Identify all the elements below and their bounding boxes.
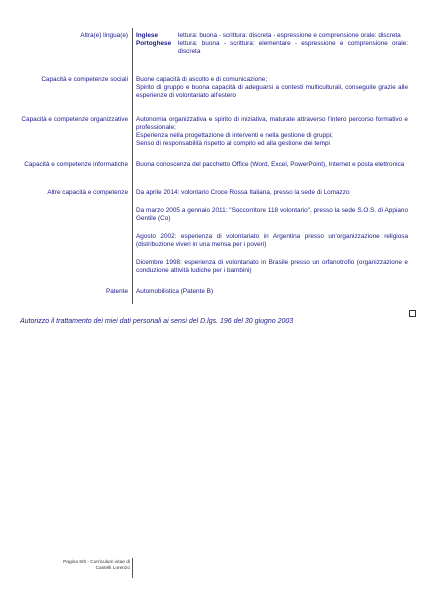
text-line: Spirito di gruppo e buona capacità di adeguarsi a contesti multiculturali, conseguite grazie alle esperienze di volontariato all'estero	[136, 84, 408, 99]
language-item	[136, 32, 408, 40]
other-paragraph: Da aprile 2014: volontario Croce Rossa Italiana, presso la sede di Lomazzo	[136, 189, 350, 196]
text-line: Buone capacità di ascolto e di comunicazione;	[136, 76, 268, 83]
languages-list	[136, 32, 408, 56]
computer-label: Capacità e competenze informatiche	[24, 161, 128, 168]
license-label: Patente	[105, 288, 128, 295]
social-label: Capacità e competenze sociali	[41, 76, 128, 83]
other-label: Altre capacità e competenze	[47, 189, 128, 196]
other-paragraph: Agosto 2002: esperienza di volontariato in Argentina presso un'organizzazione religiosa (distribuzione viveri in una mensa per i poveri)	[136, 233, 408, 248]
social-text	[136, 76, 408, 100]
languages-label: Altra(e) lingua(e)	[80, 32, 128, 39]
language-name: Portoghese	[136, 40, 172, 47]
computer-text	[136, 161, 408, 169]
text-line: Esperienza nella progettazione di interventi e nella gestione di gruppi;	[136, 132, 333, 139]
language-name: Inglese	[136, 32, 159, 39]
footer-line: Castelli Lorenzo	[95, 566, 130, 571]
checkbox-square	[409, 310, 416, 317]
text-line: Autonomia organizzativa e spirito di iniziativa, maturate attraverso l'intero percorso formativo e professionale;	[136, 116, 408, 131]
other-text	[136, 189, 408, 275]
column-divider	[132, 28, 133, 304]
organizational-text	[136, 116, 408, 148]
page-footer	[40, 560, 130, 572]
footer-divider	[132, 558, 133, 578]
language-desc: lettura: buona - scrittura: discreta - espressione e comprensione orale: discreta	[178, 32, 401, 39]
text-line: Buona conoscenza del pacchetto Office (Word, Excel, PowerPoint), Internet e posta elettronica	[136, 161, 405, 168]
language-desc: lettura: buona - scrittura: elementare - espressione e comprensione orale: discreta	[178, 40, 408, 55]
consent-statement: Autorizzo il trattamento dei miei dati personali ai sensi del D.lgs. 196 del 30 giugno 2003	[20, 318, 294, 325]
other-paragraph: Da marzo 2005 a gennaio 2011: "Soccorritore 118 volontario", presso la sede S.O.S. di Appiano Gentile (Co)	[136, 207, 408, 222]
language-item	[136, 40, 408, 56]
footer-line: Pagina 5/5 - Curriculum vitae di	[63, 560, 130, 565]
other-paragraph: Dicembre 1998: esperienza di volontariato in Brasile presso un orfanotrofio (organizzazione e conduzione attività ludiche per i bambini)	[136, 259, 408, 274]
organizational-label: Capacità e competenze organizzative	[21, 116, 128, 123]
text-line: Senso di responsabilità rispetto al compito ed alla gestione dei tempi	[136, 140, 330, 147]
license-value: Automobilistica (Patente B)	[136, 288, 214, 295]
